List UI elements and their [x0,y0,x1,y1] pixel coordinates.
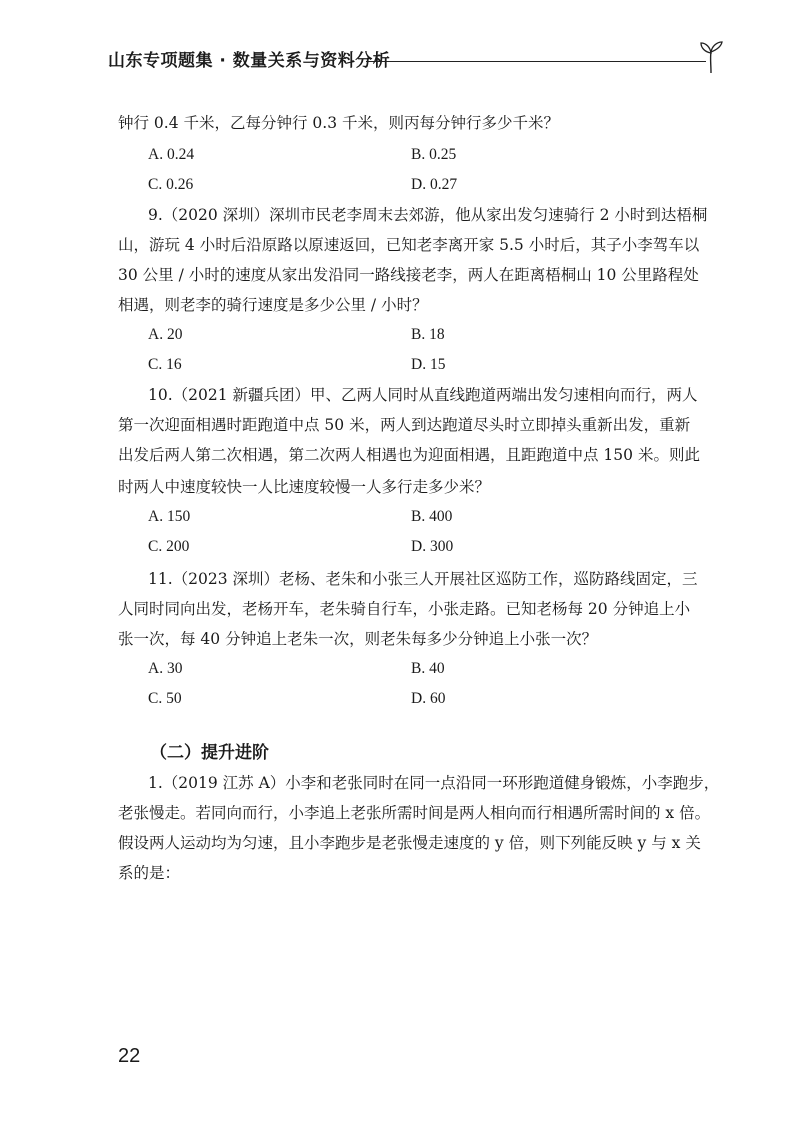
adv1-line: 假设两人运动均为匀速，且小李跑步是老张慢走速度的 y 倍，则下列能反映 y 与 x 关 [118,834,701,852]
q9-line: 山，游玩 4 小时后沿原路以原速返回，已知老李离开家 5.5 小时后，其子小李驾车以 [118,236,700,254]
q11-line: 人同时同向出发，老杨开车，老朱骑自行车，小张走路。已知老杨每 20 分钟追上小 [118,600,691,618]
q9-line: 相遇，则老李的骑行速度是多少公里 / 小时？ [118,296,428,314]
q11-option-c[interactable]: C. 50 [148,690,182,707]
q10-option-d[interactable]: D. 300 [411,538,454,555]
header-title: 山东专项题集 · 数量关系与资料分析 [108,51,391,71]
q8-option-a[interactable]: A. 0.24 [148,146,195,163]
q10-line: 时两人中速度较快一人比速度较慢一人多行走多少米？ [118,478,491,496]
q10-option-c[interactable]: C. 200 [148,538,190,555]
q10-option-b[interactable]: B. 400 [411,508,453,525]
q10-line: 出发后两人第二次相遇，第二次两人相遇也为迎面相遇，且距跑道中点 150 米。则此 [118,446,700,464]
q8-option-c[interactable]: C. 0.26 [148,176,194,193]
q8-option-b[interactable]: B. 0.25 [411,146,457,163]
q8-text: 钟行 0.4 千米，乙每分钟行 0.3 千米，则丙每分钟行多少千米？ [118,114,560,132]
q11-option-b[interactable]: B. 40 [411,660,445,677]
q10-option-a[interactable]: A. 150 [148,508,191,525]
q9-option-a[interactable]: A. 20 [148,326,183,343]
running-header [108,38,728,78]
adv1-line: 老张慢走。若同向而行，小李追上老张所需时间是两人相向而行相遇所需时间的 x 倍。 [118,804,711,822]
q9-line: 9.（2020 深圳）深圳市民老李周末去郊游，他从家出发匀速骑行 2 小时到达梧桐 [148,206,708,224]
q10-line: 第一次迎面相遇时距跑道中点 50 米，两人到达跑道尽头时立即掉头重新出发，重新 [118,416,691,434]
q11-line: 11.（2023 深圳）老杨、老朱和小张三人开展社区巡防工作，巡防路线固定，三 [148,570,698,588]
header-rule [366,61,706,62]
q11-option-a[interactable]: A. 30 [148,660,183,677]
q9-option-b[interactable]: B. 18 [411,326,445,343]
q9-line: 30 公里 / 小时的速度从家出发沿同一路线接老李，两人在距离梧桐山 10 公里路程处 [118,266,699,284]
sprout-icon [696,40,726,74]
q11-line: 张一次，每 40 分钟追上老朱一次，则老朱每多少分钟追上小张一次？ [118,630,598,648]
section-heading: （二）提升进阶 [150,743,269,763]
q10-line: 10.（2021 新疆兵团）甲、乙两人同时从直线跑道两端出发匀速相向而行，两人 [148,386,698,404]
q9-option-d[interactable]: D. 15 [411,356,446,373]
q8-option-d[interactable]: D. 0.27 [411,176,458,193]
adv1-line: 1.（2019 江苏 A）小李和老张同时在同一点沿同一环形跑道健身锻炼，小李跑步， [148,774,720,792]
q9-option-c[interactable]: C. 16 [148,356,182,373]
page-number: 22 [118,1045,141,1067]
adv1-line: 系的是： [118,864,181,882]
q11-option-d[interactable]: D. 60 [411,690,446,707]
